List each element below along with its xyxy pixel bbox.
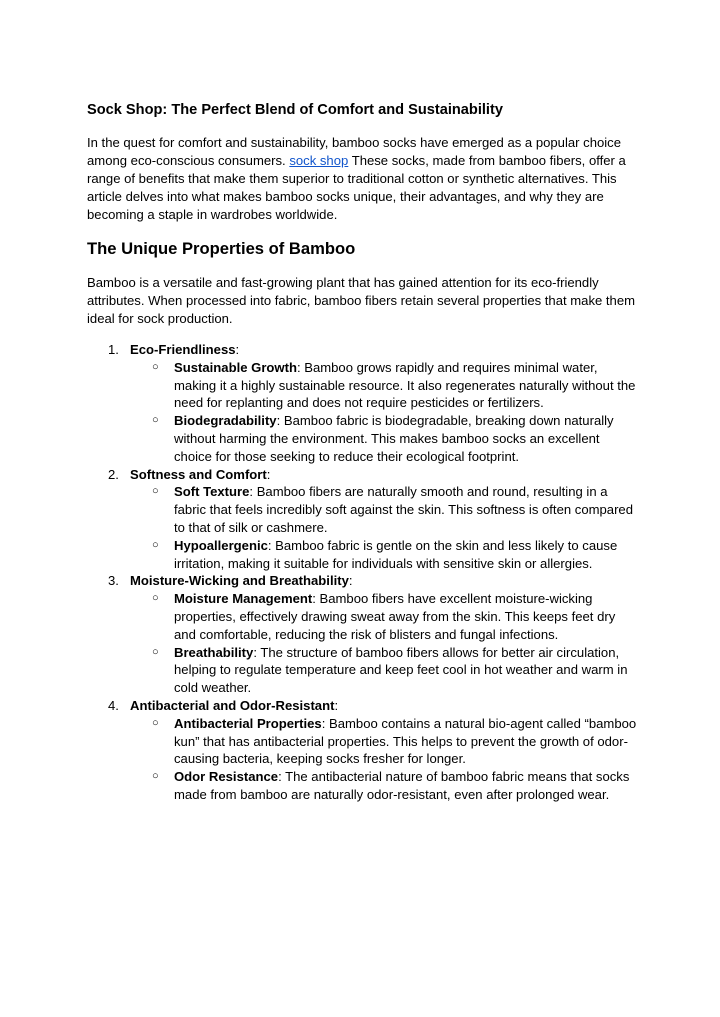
item-title: Moisture-Wicking and Breathability: [130, 573, 349, 589]
sub-item-term: Odor Resistance: [174, 769, 279, 785]
sock-shop-link[interactable]: sock shop: [289, 153, 349, 168]
intro-text-after-link: These socks, made from bamboo fibers, offer a range of benefits that make them superior to traditional cotton or synthetic alternatives. This article delves into what makes bamboo socks unique, their advantages, and why they are becoming a staple in wardrobes worldwide.: [87, 153, 626, 222]
hollow-circle-bullet-icon: ○: [152, 485, 159, 498]
hollow-circle-bullet-icon: ○: [152, 538, 159, 551]
hollow-circle-bullet-icon: ○: [152, 414, 159, 427]
list-item: 3. Moisture-Wicking and Breathability: ○ Moisture Management: Bamboo fibers have excellent moisture-wicking properties, effectively drawing sweat away from the skin. This keeps feet dry and comfortable, reducing the risk of blisters and fungal infections. ○ Breathability: The structure of bamboo fibers allows for better air circulation, helping to regulate temperature and keep feet cool in hot weather and warm in cold weather.: [87, 572, 647, 697]
list-item: 4. Antibacterial and Odor-Resistant: ○ Antibacterial Properties: Bamboo contains a natural bio-agent called “bamboo kun” that has antibacterial properties. This helps to prevent the growth of odor-causing bacteria, keeping socks fresher for longer. ○ Odor Resistance: The antibacterial nature of bamboo fabric means that socks made from bamboo are naturally odor-resistant, even after prolonged wear.: [87, 697, 647, 804]
sub-item-text: : Bamboo fibers have excellent moisture-wicking properties, effectively drawing sweat away from the skin. This keeps feet dry and comfortable, reducing the risk of blisters and fungal infections.: [174, 591, 616, 642]
list-item: 1. Eco-Friendliness: ○ Sustainable Growth: Bamboo grows rapidly and requires minimal water, making it a highly sustainable resource. It also regenerates naturally without the need for replanting and does not require pesticides or fertilizers. ○ Biodegradability: Bamboo fabric is biodegradable, breaking down naturally without harming the environment. This makes bamboo socks an excellent choice for those seeking to reduce their ecological footprint.: [87, 341, 647, 466]
item-number: 4.: [108, 697, 119, 713]
item-title: Softness and Comfort: [130, 466, 267, 482]
intro-text-before-link: In the quest for comfort and sustainability, bamboo socks have emerged as a popular choice among eco-conscious consumers.: [87, 135, 621, 168]
sub-item: [87, 483, 647, 536]
sub-item-term: Sustainable Growth: [174, 359, 297, 375]
item-number: 1.: [108, 342, 119, 357]
item-title: Antibacterial and Odor-Resistant: [130, 697, 335, 713]
sub-item-term: Antibacterial Properties: [174, 715, 322, 731]
sub-item-term: Soft Texture: [174, 484, 250, 500]
list-item: 2. Softness and Comfort: ○ Soft Texture: Bamboo fibers are naturally smooth and round, resulting in a fabric that feels incredibly soft against the skin. This softness is often compared to that of silk or cashmere. ○ Hypoallergenic: Bamboo fabric is gentle on the skin and less likely to cause irritation, making it suitable for individuals with sensitive skin or allergies.: [87, 466, 647, 573]
sub-item-term: Moisture Management: [174, 591, 313, 607]
properties-list: [87, 341, 647, 804]
hollow-circle-bullet-icon: ○: [152, 592, 159, 605]
item-number: 2.: [108, 466, 119, 482]
sub-item-text: : Bamboo fibers are naturally smooth and round, resulting in a fabric that feels incredibly soft against the skin. This softness is often compared to that of silk or cashmere.: [174, 484, 633, 535]
section-intro-paragraph: Bamboo is a versatile and fast-growing plant that has gained attention for its eco-friendly attributes. When processed into fabric, bamboo fibers retain several properties that make them ideal for sock production.: [87, 275, 636, 326]
item-number: 3.: [108, 573, 119, 589]
sub-item-term: Biodegradability: [174, 413, 277, 429]
sub-item-text: : Bamboo contains a natural bio-agent called “bamboo kun” that has antibacterial properties. This helps to prevent the growth of odor-causing bacteria, keeping socks fresher for longer.: [174, 715, 637, 767]
sub-item: [87, 412, 647, 465]
section-heading: The Unique Properties of Bamboo: [87, 239, 356, 258]
sub-item: [87, 768, 647, 804]
hollow-circle-bullet-icon: ○: [152, 716, 159, 729]
item-title: Eco-Friendliness: [130, 342, 236, 357]
hollow-circle-bullet-icon: ○: [152, 645, 159, 658]
sub-item-text: : Bamboo fabric is gentle on the skin and less likely to cause irritation, making it suitable for individuals with sensitive skin or allergies.: [174, 537, 618, 571]
document-title: Sock Shop: The Perfect Blend of Comfort and Sustainability: [87, 102, 503, 118]
sub-item-text: : The structure of bamboo fibers allows for better air circulation, helping to regulate temperature and keep feet cool in hot weather and warm in cold weather.: [174, 644, 628, 696]
sub-item: [87, 715, 647, 768]
sub-item: [87, 537, 647, 573]
sub-item-text: : Bamboo fabric is biodegradable, breaking down naturally without harming the environment. This makes bamboo socks an excellent choice for those seeking to reduce their ecological footprint.: [174, 413, 614, 464]
sub-item-text: : Bamboo grows rapidly and requires minimal water, making it a highly sustainable resource. It also regenerates naturally without the need for replanting and does not require pesticides or fertilizers.: [174, 359, 636, 411]
hollow-circle-bullet-icon: ○: [152, 360, 159, 373]
intro-paragraph: [87, 134, 643, 224]
sub-item-term: Hypoallergenic: [174, 537, 268, 553]
sub-item: [87, 359, 647, 412]
sub-item: [87, 644, 647, 697]
hollow-circle-bullet-icon: ○: [152, 770, 159, 783]
sub-item-term: Breathability: [174, 644, 254, 660]
sub-item: [87, 590, 647, 643]
sub-item-text: : The antibacterial nature of bamboo fabric means that socks made from bamboo are naturally odor-resistant, even after prolonged wear.: [174, 769, 630, 802]
